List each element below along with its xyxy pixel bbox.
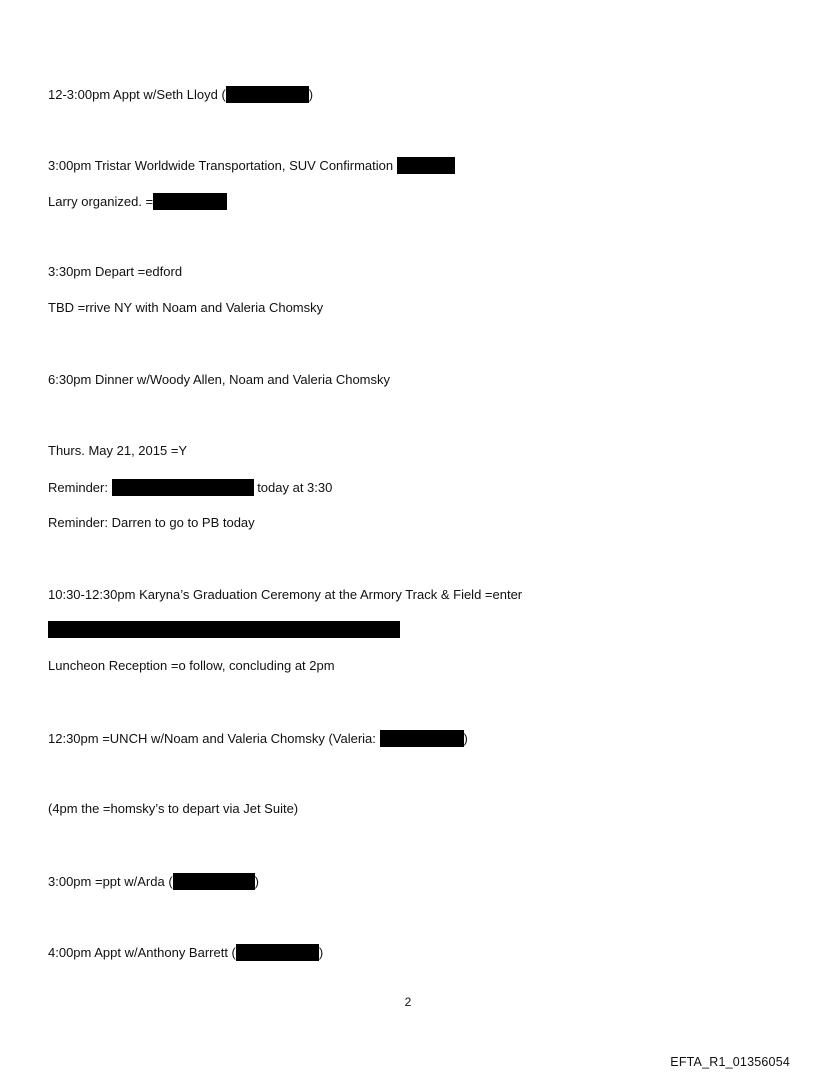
entry-text: Thurs. May 21, 2015 =Y bbox=[48, 443, 188, 458]
entry-reminder-redacted bbox=[48, 479, 332, 496]
entry-anthony-barrett bbox=[48, 944, 323, 961]
entry-text: Reminder: bbox=[48, 480, 112, 495]
entry-text: today at 3:30 bbox=[253, 480, 333, 495]
page-number: 2 bbox=[404, 995, 412, 1009]
entry-text: 3:00pm Tristar Worldwide Transportation, SUV Confirmation bbox=[48, 158, 397, 173]
entry-lunch-chomsky bbox=[48, 730, 468, 747]
entry-text: 6:30pm Dinner w/Woody Allen, Noam and Valeria Chomsky bbox=[48, 372, 391, 387]
entry-text: Luncheon Reception =o follow, concluding at 2pm bbox=[48, 658, 335, 673]
bates-number: EFTA_R1_01356054 bbox=[670, 1055, 790, 1069]
entry-text: ) bbox=[308, 87, 314, 102]
entry-text: ) bbox=[254, 874, 259, 889]
entry-text: Larry organized. = bbox=[48, 194, 154, 209]
entry-depart bbox=[48, 264, 182, 280]
entry-arrive-ny bbox=[48, 300, 323, 316]
entry-text: 12:30pm =UNCH w/Noam and Valeria Chomsky (Valeria: bbox=[48, 731, 380, 746]
entry-text: ) bbox=[463, 731, 468, 746]
redaction-box bbox=[380, 730, 464, 747]
redaction-box bbox=[226, 86, 309, 103]
entry-graduation bbox=[48, 587, 522, 603]
entry-reminder-darren bbox=[48, 515, 255, 531]
entry-text: TBD =rrive NY with Noam and Valeria Chomsky bbox=[48, 300, 324, 315]
entry-text: 12-3:00pm Appt w/Seth Lloyd ( bbox=[48, 87, 226, 102]
redaction-box bbox=[153, 193, 227, 210]
entry-luncheon bbox=[48, 658, 335, 674]
entry-tristar-suv bbox=[48, 157, 455, 174]
entry-text: (4pm the =homsky’s to depart via Jet Suite) bbox=[48, 801, 299, 816]
entry-text: Reminder: Darren to go to PB today bbox=[48, 515, 255, 530]
redaction-box bbox=[236, 944, 319, 961]
entry-text: 10:30-12:30pm Karyna’s Graduation Ceremony at the Armory Track & Field =enter bbox=[48, 587, 523, 602]
entry-dinner bbox=[48, 372, 390, 388]
entry-arda bbox=[48, 873, 259, 890]
entry-chomsky-depart bbox=[48, 801, 298, 817]
entry-text: 4:00pm Appt w/Anthony Barrett ( bbox=[48, 945, 236, 960]
entry-seth-lloyd bbox=[48, 86, 313, 103]
entry-text: ) bbox=[318, 945, 324, 960]
entry-text: 3:00pm =ppt w/Arda ( bbox=[48, 874, 173, 889]
entry-larry-organized bbox=[48, 193, 227, 210]
redaction-box bbox=[173, 873, 255, 890]
redaction-box bbox=[48, 621, 400, 638]
redaction-box bbox=[112, 479, 254, 496]
date-heading bbox=[48, 443, 187, 459]
entry-text: 3:30pm Depart =edford bbox=[48, 264, 183, 279]
redaction-box bbox=[397, 157, 455, 174]
